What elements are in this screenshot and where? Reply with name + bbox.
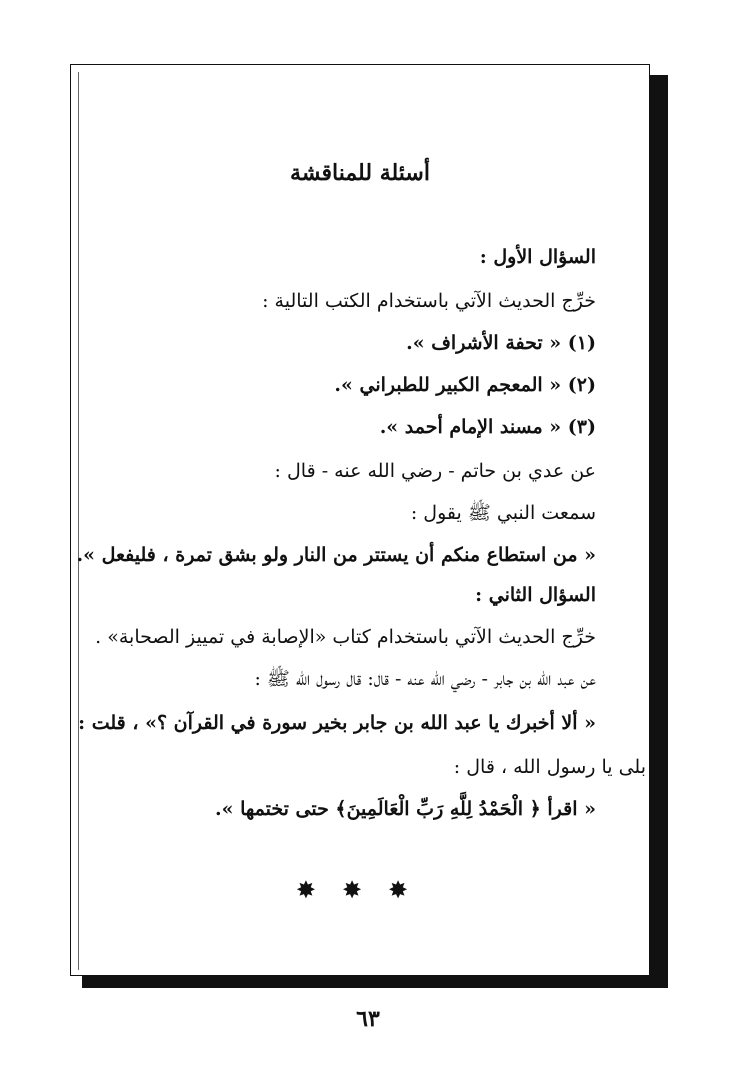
section-divider-stars: ✸✸✸ — [295, 876, 435, 904]
book-1: (١) « تحفة الأشراف ». — [406, 332, 596, 354]
question-2-instruction: خرِّج الحديث الآتي باستخدام كتاب «الإصابة في تمييز الصحابة» . — [95, 626, 596, 648]
frame-shadow-bottom — [82, 976, 668, 988]
frame-shadow-right — [650, 75, 668, 986]
hadith-1-text: « من استطاع منكم أن يستتر من النار ولو بشق تمرة ، فليفعل ». — [76, 544, 596, 566]
book-2: (٢) « المعجم الكبير للطبراني ». — [334, 374, 596, 396]
frame-inner-line — [78, 72, 79, 970]
hadith-2-reply: بلى يا رسول الله ، قال : — [453, 756, 646, 778]
question-1-heading: السؤال الأول : — [479, 246, 596, 268]
hadith-1-intro: سمعت النبي ﷺ يقول : — [410, 502, 596, 524]
hadith-2-question: « ألا أخبرك يا عبد الله بن جابر بخير سورة في القرآن ؟» ، قلت : — [78, 712, 596, 734]
page-title: أسئلة للمناقشة — [290, 160, 430, 186]
page-number: ٦٣ — [356, 1006, 380, 1032]
question-2-heading: السؤال الثاني : — [475, 584, 596, 606]
hadith-1-narrator: عن عدي بن حاتم - رضي الله عنه - قال : — [274, 460, 596, 482]
question-1-instruction: خرِّج الحديث الآتي باستخدام الكتب التالية : — [262, 290, 596, 312]
book-3: (٣) « مسند الإمام أحمد ». — [379, 416, 596, 438]
hadith-2-narrator: عن عبد الله بن جابر - رضي الله عنه - قال: قال رسول الله ﷺ : — [254, 668, 596, 690]
hadith-2-answer: « اقرأ ﴿ الْحَمْدُ لِلَّهِ رَبِّ الْعَالَمِينَ﴾ حتى تختمها ». — [214, 798, 596, 820]
